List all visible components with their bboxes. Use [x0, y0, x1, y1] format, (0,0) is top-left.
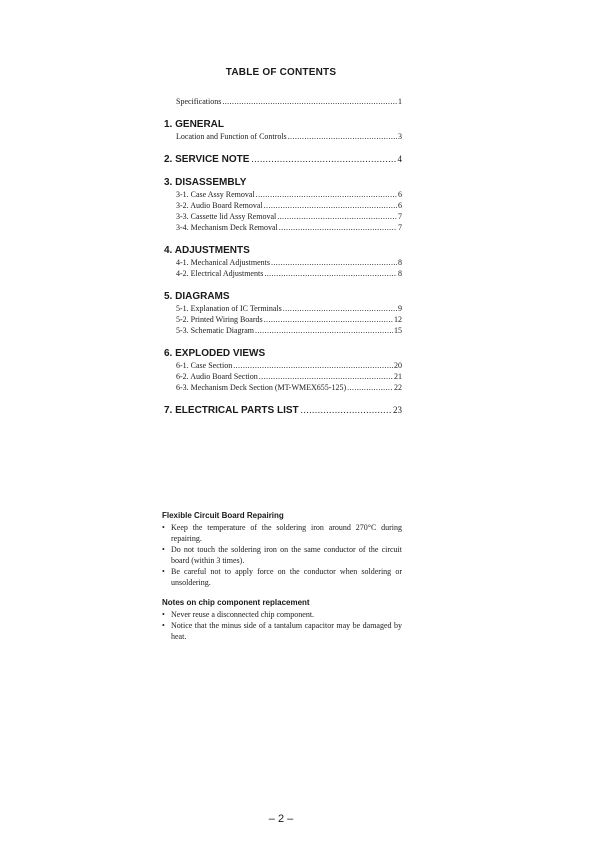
- toc-entry-label: 6-1. Case Section: [176, 361, 233, 370]
- page-number: – 2 –: [268, 813, 294, 825]
- toc-entry-label: 6-2. Audio Board Section: [176, 372, 258, 381]
- toc-entry-page: 12: [394, 315, 402, 324]
- dot-leader: [255, 325, 393, 336]
- toc-entry-label: 5-2. Printed Wiring Boards: [176, 315, 263, 324]
- toc-entry-page: 6: [398, 201, 402, 210]
- toc-entry-page: 7: [398, 223, 402, 232]
- toc-entry-page: 21: [394, 372, 402, 381]
- notes-heading: Flexible Circuit Board Repairing: [162, 511, 284, 520]
- dot-leader: [222, 96, 397, 107]
- toc-entry-label: 3-2. Audio Board Removal: [176, 201, 263, 210]
- section-heading-electrical-parts-list[interactable]: [164, 405, 402, 416]
- notes-heading: Notes on chip component replacement: [162, 598, 310, 607]
- dot-leader: [233, 360, 393, 371]
- toc-entry[interactable]: [176, 325, 402, 336]
- toc-entry-label: 5-1. Explanation of IC Terminals: [176, 304, 282, 313]
- dot-leader: [264, 268, 397, 279]
- toc-entry-page: 9: [398, 304, 402, 313]
- toc-entry-specifications[interactable]: [176, 96, 402, 107]
- toc-entry-page: 22: [394, 383, 402, 392]
- page-title: TABLE OF CONTENTS: [225, 67, 337, 78]
- note-text: Be careful not to apply force on the conductor when soldering or unsoldering.: [171, 567, 402, 587]
- dot-leader: [256, 189, 397, 200]
- toc-entry-page: 15: [394, 326, 402, 335]
- toc-entry[interactable]: [176, 382, 402, 393]
- toc-entry-page: 8: [398, 258, 402, 267]
- dot-leader: [288, 131, 397, 142]
- dot-leader: [264, 200, 397, 211]
- toc-entry[interactable]: [176, 189, 402, 200]
- toc-entry-label: 4-1. Mechanical Adjustments: [176, 258, 270, 267]
- dot-leader: [271, 257, 397, 268]
- note-item: [162, 620, 402, 642]
- toc-entry-label: 6-3. Mechanism Deck Section (MT-WMEX655-125): [176, 383, 347, 392]
- dot-leader: [277, 211, 397, 222]
- toc-entry-page: 6: [398, 190, 402, 199]
- section-heading-service-note[interactable]: [164, 154, 402, 165]
- section-heading-diagrams[interactable]: 5. DIAGRAMS: [164, 291, 230, 302]
- section-page: 23: [393, 405, 402, 415]
- toc-entry[interactable]: [176, 211, 402, 222]
- toc-entry-label: 3-3. Cassette lid Assy Removal: [176, 212, 277, 221]
- section-page: 4: [397, 154, 402, 164]
- toc-entry-page: 3: [398, 132, 402, 141]
- table-of-contents: [164, 96, 402, 416]
- service-notes: [162, 510, 402, 642]
- note-text: Keep the temperature of the soldering iron around 270°C during repairing.: [171, 523, 402, 543]
- dot-leader: [259, 371, 393, 382]
- note-text: Do not touch the soldering iron on the same conductor of the circuit board (within 3 times).: [171, 545, 402, 565]
- dot-leader: [283, 303, 397, 314]
- dot-leader: [301, 405, 391, 415]
- section-heading-exploded-views[interactable]: 6. EXPLODED VIEWS: [164, 348, 266, 359]
- section-title: 7. ELECTRICAL PARTS LIST: [164, 405, 299, 416]
- toc-entry-label: 4-2. Electrical Adjustments: [176, 269, 264, 278]
- toc-entry-label: Location and Function of Controls: [176, 132, 287, 141]
- toc-entry[interactable]: [176, 200, 402, 211]
- note-item: [162, 566, 402, 588]
- section-heading-disassembly[interactable]: 3. DISASSEMBLY: [164, 177, 247, 188]
- dot-leader: [347, 382, 393, 393]
- section-heading-adjustments[interactable]: 4. ADJUSTMENTS: [164, 245, 250, 256]
- section-title: 2. SERVICE NOTE: [164, 154, 250, 165]
- toc-entry[interactable]: [176, 131, 402, 142]
- bullet-icon: •: [162, 610, 165, 619]
- note-text: Notice that the minus side of a tantalum capacitor may be damaged by heat.: [171, 621, 402, 641]
- toc-entry[interactable]: [176, 371, 402, 382]
- toc-entry-page: 1: [398, 97, 402, 106]
- toc-entry-page: 7: [398, 212, 402, 221]
- notes-list: [162, 522, 402, 588]
- dot-leader: [279, 222, 397, 233]
- bullet-icon: •: [162, 523, 165, 532]
- toc-entry-page: 8: [398, 269, 402, 278]
- bullet-icon: •: [162, 567, 165, 576]
- toc-entry-label: Specifications: [176, 97, 222, 106]
- toc-entry-label: 3-4. Mechanism Deck Removal: [176, 223, 278, 232]
- toc-entry-label: 5-3. Schematic Diagram: [176, 326, 254, 335]
- section-heading-general[interactable]: 1. GENERAL: [164, 119, 225, 130]
- note-item: [162, 522, 402, 544]
- toc-entry[interactable]: [176, 314, 402, 325]
- notes-list: [162, 609, 402, 642]
- toc-entry[interactable]: [176, 303, 402, 314]
- bullet-icon: •: [162, 621, 165, 630]
- toc-entry[interactable]: [176, 268, 402, 279]
- toc-entry[interactable]: [176, 222, 402, 233]
- dot-leader: [251, 154, 395, 164]
- toc-entry[interactable]: [176, 360, 402, 371]
- bullet-icon: •: [162, 545, 165, 554]
- toc-entry[interactable]: [176, 257, 402, 268]
- toc-entry-page: 20: [394, 361, 402, 370]
- note-item: [162, 609, 402, 620]
- dot-leader: [264, 314, 393, 325]
- note-item: [162, 544, 402, 566]
- toc-entry-label: 3-1. Case Assy Removal: [176, 190, 255, 199]
- note-text: Never reuse a disconnected chip component.: [171, 610, 315, 619]
